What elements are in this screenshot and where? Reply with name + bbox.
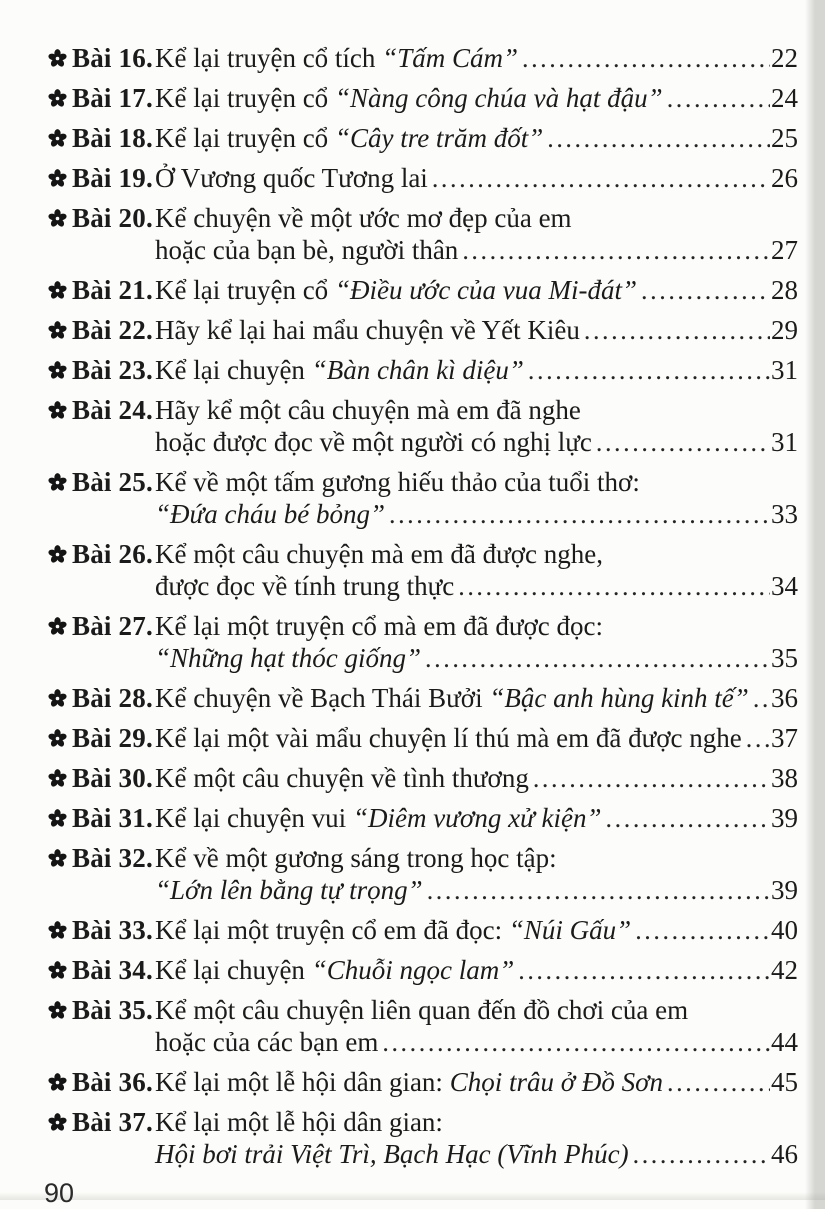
- entry-page-number: 31: [771, 355, 798, 385]
- entry-title: Kể một câu chuyện mà em đã được nghe,: [155, 539, 604, 569]
- toc-line: [48, 1026, 798, 1059]
- entry-title: được đọc về tính trung thực: [155, 571, 455, 601]
- dotted-leader: [427, 874, 770, 907]
- toc-entry: [48, 954, 798, 987]
- toc-line: [48, 82, 798, 115]
- dotted-leader: [596, 426, 770, 459]
- entry-label: Bài 30.: [72, 763, 153, 793]
- flower-bullet-icon: [48, 163, 72, 195]
- entry-label: Bài 24.: [72, 395, 153, 425]
- entry-title: “Lớn lên bằng tự trọng”: [155, 875, 423, 905]
- entry-page-number: 42: [771, 955, 798, 985]
- entry-title: Kể một câu chuyện liên quan đến đồ chơi của em: [155, 995, 689, 1025]
- toc-line: [48, 498, 798, 531]
- toc-line: [48, 354, 798, 387]
- flower-bullet-icon: [48, 123, 72, 155]
- entry-title: Kể một câu chuyện về tình thương: [155, 763, 529, 793]
- entry-title: Hãy kể một câu chuyện mà em đã nghe: [155, 395, 581, 425]
- flower-bullet-icon: [48, 611, 72, 643]
- dotted-leader: [458, 570, 770, 603]
- toc-line: [48, 394, 798, 426]
- entry-title: Kể lại truyện cổ tích “Tấm Cám”: [155, 43, 518, 73]
- flower-bullet-icon: [48, 315, 72, 347]
- entry-label: Bài 16.: [72, 43, 153, 73]
- entry-label: Bài 26.: [72, 539, 153, 569]
- dotted-leader: [606, 802, 770, 835]
- toc-entry: [48, 42, 798, 75]
- toc-line: [48, 162, 798, 195]
- dotted-leader: [746, 722, 770, 755]
- toc-line: [48, 642, 798, 675]
- entry-title: Kể lại chuyện “Chuỗi ngọc lam”: [155, 955, 515, 985]
- entry-label: Bài 37.: [72, 1107, 153, 1137]
- dotted-leader: [667, 82, 770, 115]
- entry-label: Bài 31.: [72, 803, 153, 833]
- entry-page-number: 34: [771, 571, 798, 601]
- flower-bullet-icon: [48, 995, 72, 1027]
- flower-bullet-icon: [48, 355, 72, 387]
- entry-page-number: 35: [771, 643, 798, 673]
- flower-bullet-icon: [48, 43, 72, 75]
- toc-line: [48, 762, 798, 795]
- toc-line: [48, 722, 798, 755]
- entry-label: Bài 34.: [72, 955, 153, 985]
- toc-entry: [48, 842, 798, 907]
- entry-page-number: 44: [771, 1027, 798, 1057]
- entry-title: Kể về một tấm gương hiếu thảo của tuổi thơ:: [155, 467, 640, 497]
- entry-page-number: 28: [771, 275, 798, 305]
- entry-page-number: 26: [771, 163, 798, 193]
- dotted-leader: [425, 642, 770, 675]
- dotted-leader: [641, 274, 770, 307]
- toc-entry: [48, 1066, 798, 1099]
- entry-label: Bài 33.: [72, 915, 153, 945]
- toc-line: [48, 538, 798, 570]
- toc-entry: [48, 538, 798, 603]
- entry-title: Hội bơi trải Việt Trì, Bạch Hạc (Vĩnh Phúc): [155, 1139, 629, 1169]
- toc-entry: [48, 162, 798, 195]
- dotted-leader: [382, 1026, 770, 1059]
- entry-page-number: 31: [771, 427, 798, 457]
- entry-title: Hãy kể lại hai mẩu chuyện về Yết Kiêu: [155, 315, 580, 345]
- entry-title: Kể chuyện về một ước mơ đẹp của em: [155, 203, 572, 233]
- entry-label: Bài 25.: [72, 467, 153, 497]
- toc-line: [48, 42, 798, 75]
- flower-bullet-icon: [48, 843, 72, 875]
- dotted-leader: [633, 1138, 770, 1171]
- entry-label: Bài 21.: [72, 275, 153, 305]
- entry-title: Kể lại một lễ hội dân gian:: [155, 1107, 443, 1137]
- dotted-leader: [547, 122, 770, 155]
- entry-label: Bài 18.: [72, 123, 153, 153]
- toc-entry: [48, 762, 798, 795]
- toc-line: [48, 994, 798, 1026]
- entry-title: “Những hạt thóc giống”: [155, 643, 422, 673]
- entry-label: Bài 29.: [72, 723, 153, 753]
- toc-list: [48, 42, 798, 1171]
- dotted-leader: [635, 914, 770, 947]
- entry-page-number: 25: [771, 123, 798, 153]
- toc-line: [48, 234, 798, 267]
- entry-label: Bài 32.: [72, 843, 153, 873]
- toc-line: [48, 682, 798, 715]
- flower-bullet-icon: [48, 723, 72, 755]
- toc-line: [48, 842, 798, 874]
- dotted-leader: [667, 1066, 770, 1099]
- entry-label: Bài 36.: [72, 1067, 153, 1097]
- entry-page-number: 38: [771, 763, 798, 793]
- entry-label: Bài 28.: [72, 683, 153, 713]
- dotted-leader: [518, 954, 770, 987]
- toc-line: [48, 802, 798, 835]
- toc-line: [48, 466, 798, 498]
- toc-entry: [48, 394, 798, 459]
- toc-line: [48, 274, 798, 307]
- toc-entry: [48, 994, 798, 1059]
- entry-title: hoặc được đọc về một người có nghị lực: [155, 427, 592, 457]
- entry-page-number: 40: [771, 915, 798, 945]
- entry-label: Bài 22.: [72, 315, 153, 345]
- entry-title: Ở Vương quốc Tương lai: [155, 163, 428, 193]
- toc-entry: [48, 802, 798, 835]
- toc-line: [48, 314, 798, 347]
- entry-title: Kể lại một truyện cổ mà em đã được đọc:: [155, 611, 604, 641]
- toc-line: [48, 1066, 798, 1099]
- entry-title: Kể lại chuyện vui “Diêm vương xử kiện”: [155, 803, 602, 833]
- entry-page-number: 39: [771, 803, 798, 833]
- entry-title: Kể lại truyện cổ “Điều ước của vua Mi-đát”: [155, 275, 638, 305]
- toc-entry: [48, 466, 798, 531]
- entry-title: Kể lại một vài mẩu chuyện lí thú mà em đã được nghe: [155, 723, 742, 753]
- entry-page-number: 27: [771, 235, 798, 265]
- toc-entry: [48, 274, 798, 307]
- flower-bullet-icon: [48, 83, 72, 115]
- toc-entry: [48, 722, 798, 755]
- entry-label: Bài 35.: [72, 995, 153, 1025]
- dotted-leader: [584, 314, 770, 347]
- entry-label: Bài 23.: [72, 355, 153, 385]
- entry-label: Bài 17.: [72, 83, 153, 113]
- flower-bullet-icon: [48, 955, 72, 987]
- entry-page-number: 24: [771, 83, 798, 113]
- toc-line: [48, 610, 798, 642]
- flower-bullet-icon: [48, 1067, 72, 1099]
- entry-title: Kể lại một lễ hội dân gian: Chọi trâu ở Đồ Sơn: [155, 1067, 664, 1097]
- toc-line: [48, 1106, 798, 1138]
- dotted-leader: [753, 682, 770, 715]
- toc-line: [48, 426, 798, 459]
- toc-entry: [48, 610, 798, 675]
- entry-title: Kể chuyện về Bạch Thái Bưởi “Bậc anh hùng kinh tế”: [155, 683, 749, 713]
- entry-title: Kể lại truyện cổ “Cây tre trăm đốt”: [155, 123, 544, 153]
- entry-label: Bài 19.: [72, 163, 153, 193]
- flower-bullet-icon: [48, 203, 72, 235]
- flower-bullet-icon: [48, 275, 72, 307]
- toc-entry: [48, 914, 798, 947]
- flower-bullet-icon: [48, 467, 72, 499]
- toc-entry: [48, 682, 798, 715]
- toc-line: [48, 122, 798, 155]
- toc-entry: [48, 1106, 798, 1171]
- dotted-leader: [432, 162, 770, 195]
- entry-page-number: 29: [771, 315, 798, 345]
- dotted-leader: [462, 234, 770, 267]
- flower-bullet-icon: [48, 803, 72, 835]
- dotted-leader: [389, 498, 770, 531]
- toc-entry: [48, 354, 798, 387]
- dotted-leader: [533, 762, 770, 795]
- entry-label: Bài 20.: [72, 203, 153, 233]
- toc-line: [48, 874, 798, 907]
- flower-bullet-icon: [48, 915, 72, 947]
- flower-bullet-icon: [48, 395, 72, 427]
- flower-bullet-icon: [48, 1107, 72, 1139]
- entry-title: Kể về một gương sáng trong học tập:: [155, 843, 557, 873]
- entry-page-number: 45: [771, 1067, 798, 1097]
- entry-page-number: 46: [771, 1139, 798, 1169]
- flower-bullet-icon: [48, 763, 72, 795]
- dotted-leader: [528, 354, 770, 387]
- toc-line: [48, 914, 798, 947]
- entry-page-number: 36: [771, 683, 798, 713]
- entry-page-number: 33: [771, 499, 798, 529]
- entry-title: Kể lại chuyện “Bàn chân kì diệu”: [155, 355, 524, 385]
- flower-bullet-icon: [48, 683, 72, 715]
- toc-entry: [48, 202, 798, 267]
- entry-page-number: 39: [771, 875, 798, 905]
- toc-line: [48, 954, 798, 987]
- entry-page-number: 37: [771, 723, 798, 753]
- flower-bullet-icon: [48, 539, 72, 571]
- dotted-leader: [522, 42, 770, 75]
- entry-title: hoặc của các bạn em: [155, 1027, 379, 1057]
- toc-line: [48, 202, 798, 234]
- entry-title: Kể lại truyện cổ “Nàng công chúa và hạt đậu”: [155, 83, 663, 113]
- toc-line: [48, 570, 798, 603]
- entry-title: hoặc của bạn bè, người thân: [155, 235, 459, 265]
- entry-title: Kể lại một truyện cổ em đã đọc: “Núi Gấu”: [155, 915, 632, 945]
- toc-entry: [48, 122, 798, 155]
- page-number: 90: [44, 1178, 75, 1208]
- toc-line: [48, 1138, 798, 1171]
- entry-title: “Đứa cháu bé bỏng”: [155, 499, 385, 529]
- toc-entry: [48, 314, 798, 347]
- entry-label: Bài 27.: [72, 611, 153, 641]
- entry-page-number: 22: [771, 43, 798, 73]
- toc-entry: [48, 82, 798, 115]
